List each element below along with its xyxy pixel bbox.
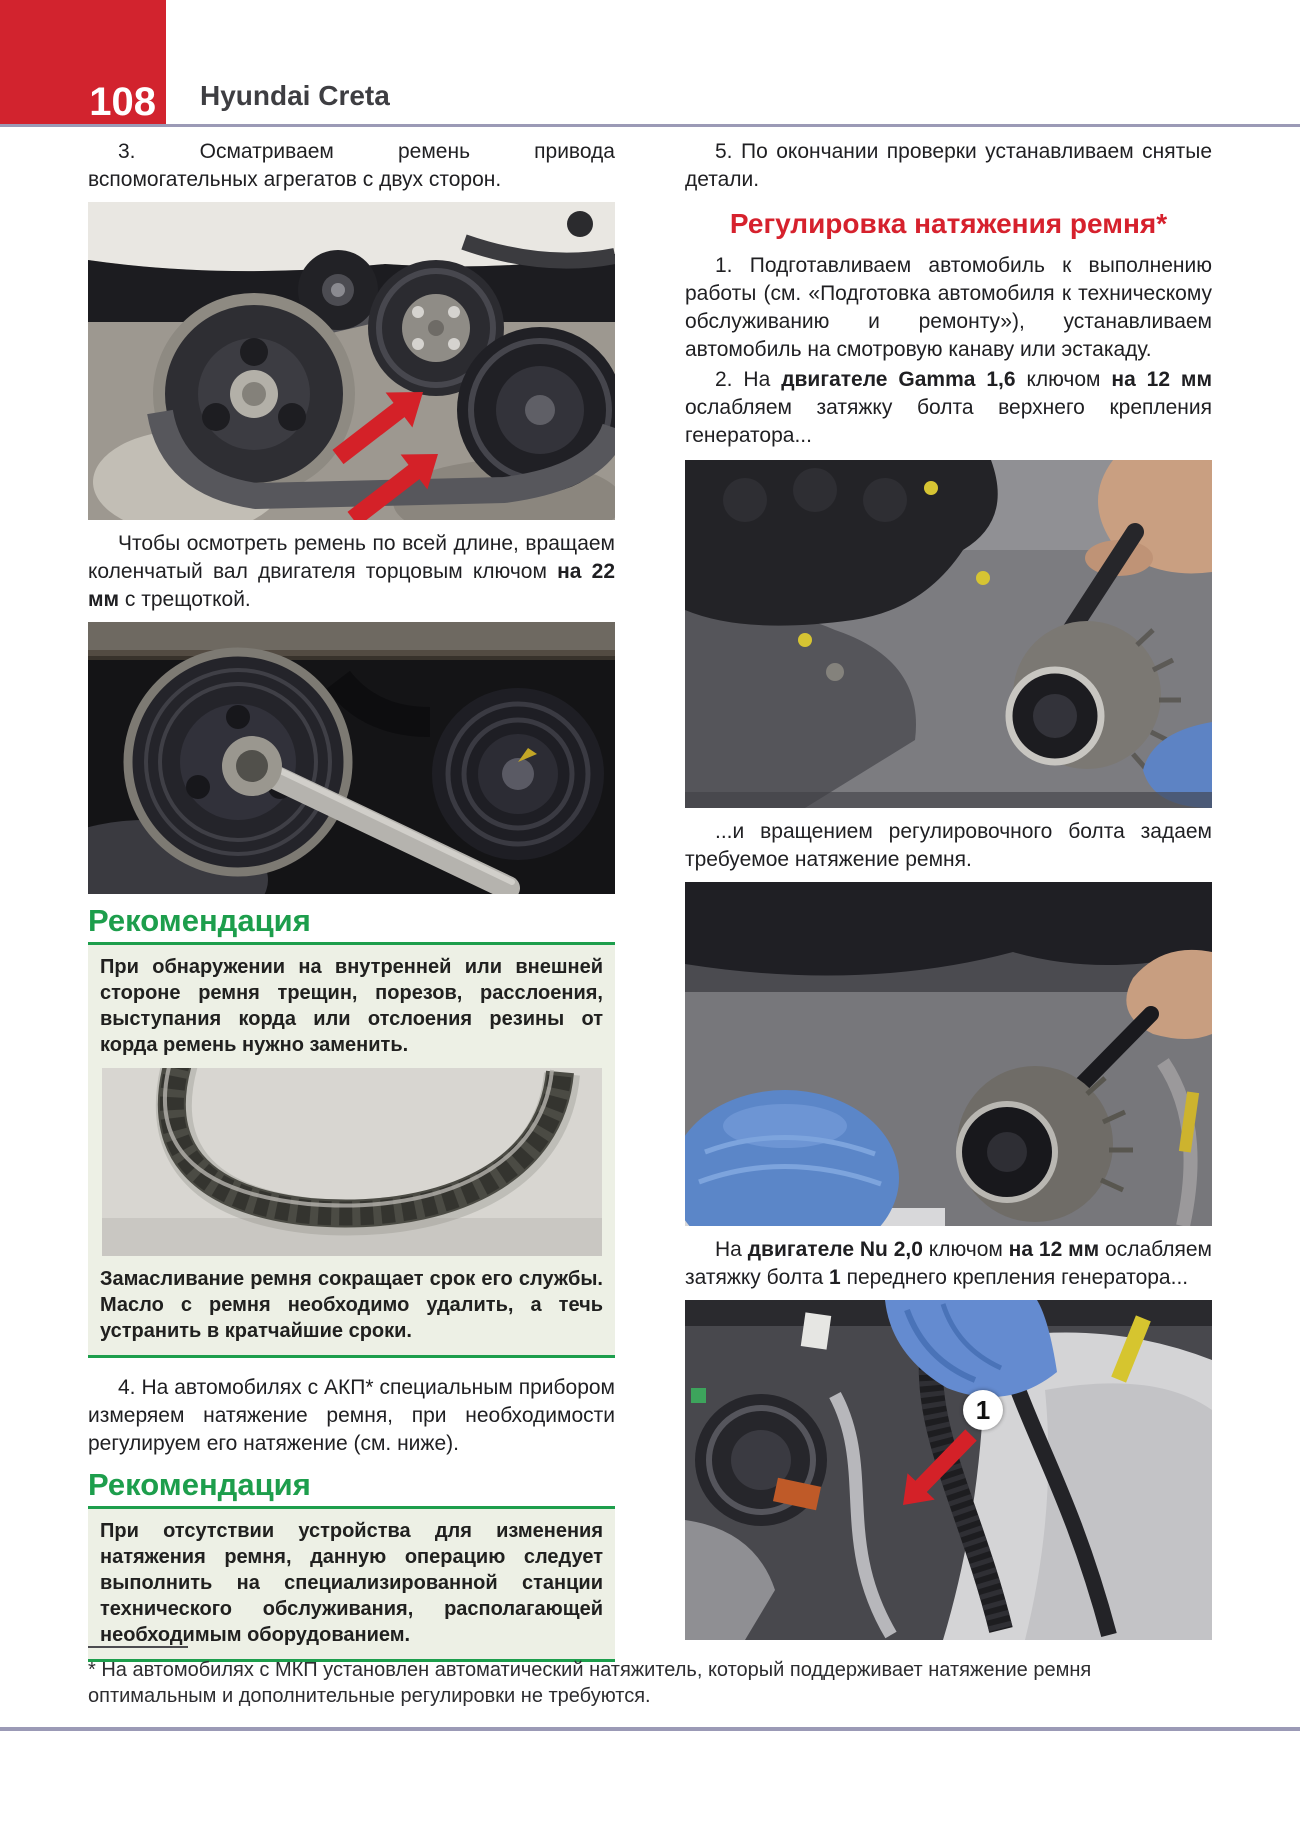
rotate-note-paragraph: Чтобы осмотреть ремень по всей длине, вращаем коленчатый вал двигателя торцовым ключом на 22 мм с трещоткой. (88, 532, 615, 611)
step-1-paragraph: 1. Подготавливаем автомобиль к выполнению работы (см. «Подготовка автомобиля к техническому обслуживанию и ремонту»), устанавливаем автомобиль на смотровую канаву или эстакаду. (685, 254, 1212, 362)
photo-damaged-belt (102, 1068, 602, 1256)
page-number: 108 (89, 80, 156, 124)
photo-belt-inspection (88, 202, 615, 520)
right-column (685, 138, 1212, 1662)
page-title: Hyundai Creta (200, 80, 390, 111)
bolt-1-callout: 1 (963, 1390, 1003, 1430)
caption-nu-engine: На двигателе Nu 2,0 ключом на 12 мм ослабляем затяжку болта 1 переднего крепления генератора... (685, 1238, 1212, 1290)
recommendation-1-title: Рекомендация (88, 903, 311, 938)
recommendation-2-text: При отсутствии устройства для изменения натяжения ремня, данную операцию следует выполнить на специализированной станции технического обслуживания, располагающей необходимым оборудованием. (100, 1520, 603, 1647)
recommendation-1-box (88, 942, 615, 1358)
photo-nu-alternator-bolt (685, 1300, 1212, 1640)
footnote-text: * На автомобилях с МКП установлен автоматический натяжитель, который поддерживает натяжение ремня оптимальным и дополнительные регулировки не требуются. (88, 1659, 1092, 1707)
gamma-alternator-illustration (685, 460, 1212, 808)
content-columns (88, 138, 1212, 1662)
recommendation-2-title: Рекомендация (88, 1467, 311, 1503)
step-4-paragraph: 4. На автомобилях с АКП* специальным прибором измеряем натяжение ремня, при необходимости регулируем его натяжение (см. ниже). (88, 1376, 615, 1456)
section-title: Регулировка натяжения ремня* (729, 208, 1168, 239)
step-5-paragraph: 5. По окончании проверки устанавливаем снятые детали. (685, 140, 1212, 191)
page-number-tab (0, 0, 166, 124)
step-3-paragraph: 3. Осматриваем ремень привода вспомогательных агрегатов с двух сторон. (88, 140, 615, 191)
footnote-rule (88, 1646, 188, 1648)
recommendation-1-text-1: При обнаружении на внутренней или внешней стороне ремня трещин, порезов, расслоения, выступания корда или отслоения резины от корда ремень нужно заменить. (100, 956, 603, 1057)
footnote (88, 1646, 1216, 1709)
gamma-adjuster-illustration (685, 882, 1212, 1226)
left-column (88, 138, 615, 1662)
recommendation-2 (88, 1468, 615, 1662)
belt-inspection-illustration (88, 202, 615, 520)
header-rule (0, 124, 1300, 127)
damaged-belt-illustration (102, 1068, 602, 1256)
recommendation-1 (88, 904, 615, 1358)
crankshaft-rotation-illustration (88, 622, 615, 894)
bottom-rule (0, 1727, 1300, 1731)
caption-adjuster-bolt: ...и вращением регулировочного болта задаем требуемое натяжение ремня. (685, 820, 1212, 872)
photo-gamma-alternator-bolt (685, 460, 1212, 808)
step-2-paragraph: 2. На двигателе Gamma 1,6 ключом на 12 мм ослабляем затяжку болта верхнего крепления генератора... (685, 368, 1213, 448)
nu-alternator-illustration (685, 1300, 1212, 1640)
photo-crankshaft-rotation (88, 622, 615, 894)
photo-gamma-adjuster-bolt (685, 882, 1212, 1226)
recommendation-1-text-2: Замасливание ремня сокращает срок его службы. Масло с ремня необходимо удалить, а течь устранить в кратчайшие сроки. (100, 1268, 603, 1343)
recommendation-2-box (88, 1506, 615, 1662)
